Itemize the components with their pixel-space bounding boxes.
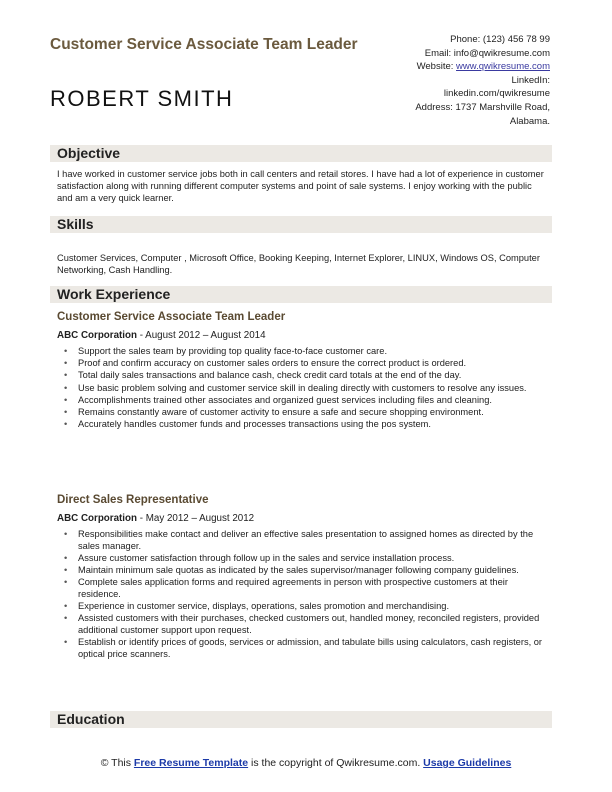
list-item: • Assure customer satisfaction through follow up in the sales and service installation process. [64, 553, 544, 565]
objective-text: I have worked in customer service jobs both in call centers and retail stores. I have had a lot of experience in customer satisfaction along with running different computer systems and point of sale systems. I enjoy working with the public and am a very quick learner. [57, 169, 544, 203]
contact-email: Email: info@qwikresume.com [424, 47, 550, 59]
list-item: • Remains constantly aware of customer activity to ensure a safe and secure shopping environment. [64, 407, 544, 419]
usage-guidelines-link[interactable]: Usage Guidelines [423, 757, 512, 769]
contact-linkedin-value: linkedin.com/qwikresume [443, 88, 550, 100]
job-1-role: Customer Service Associate Team Leader [57, 311, 286, 323]
job-1-duties [64, 346, 544, 431]
skills-heading: Skills [57, 216, 94, 232]
work-experience-heading: Work Experience [57, 286, 171, 302]
list-item: • Experience in customer service, displays, operations, sales promotion and merchandising. [64, 601, 544, 613]
list-item: • Responsibilities make contact and deliver an effective sales presentation to assigned homes as directed by the sales manager. [64, 529, 544, 552]
job-2-duties [64, 529, 544, 661]
contact-website [310, 60, 550, 74]
list-item: • Proof and confirm accuracy on customer sales orders to ensure the correct product is ordered. [64, 358, 544, 370]
job-1-company: ABC Corporation [57, 330, 138, 341]
list-item: • Support the sales team by providing top quality face-to-face customer care. [64, 346, 544, 358]
skills-section-header [50, 216, 552, 233]
education-heading: Education [57, 711, 125, 727]
website-link[interactable]: www.qwikresume.com [456, 61, 550, 73]
free-resume-template-link[interactable]: Free Resume Template [133, 757, 249, 769]
contact-address-line1: Address: 1737 Marshville Road, [415, 101, 550, 113]
list-item: • Accurately handles customer funds and processes transactions using the pos system. [64, 419, 544, 431]
objective-heading: Objective [57, 145, 121, 161]
list-item: • Complete sales application forms and required agreements in person with prospective customers at their residence. [64, 577, 544, 600]
list-item: • Use basic problem solving and customer service skill in dealing directly with customers to resolve any issues. [64, 383, 544, 395]
contact-phone: Phone: (123) 456 78 99 [450, 34, 550, 45]
resume-job-title: Customer Service Associate Team Leader [50, 36, 358, 53]
job-2-dates: - May 2012 – August 2012 [137, 513, 255, 524]
skills-text: Customer Services, Computer , Microsoft Office, Booking Keeping, Internet Explorer, LINUX, Windows OS, Computer Networking, Cash Handling. [57, 253, 540, 275]
copyright-footer [50, 757, 562, 770]
list-item: • Accomplishments trained other associates and organized guest services including files and cleaning. [64, 395, 544, 407]
contact-block [310, 33, 550, 128]
candidate-name: ROBERT SMITH [50, 86, 234, 111]
contact-linkedin-label: LinkedIn: [511, 74, 550, 86]
footer-middle: is the copyright of Qwikresume.com. [248, 757, 424, 769]
job-1-company-line [57, 330, 266, 341]
job-2-company-line [57, 513, 254, 524]
education-section-header [50, 711, 552, 728]
job-2-company: ABC Corporation [57, 513, 138, 524]
footer-prefix: © This [100, 757, 134, 769]
job-2-role: Direct Sales Representative [57, 494, 209, 506]
website-label: Website: [416, 61, 457, 73]
work-experience-section-header [50, 286, 552, 303]
list-item: • Maintain minimum sale quotas as indicated by the sales supervisor/manager following company guidelines. [64, 565, 544, 577]
objective-section-header [50, 145, 552, 162]
list-item: • Establish or identify prices of goods, services or admission, and tabulate bills using calculators, cash registers, or optical price scanners. [64, 637, 544, 660]
list-item: • Total daily sales transactions and balance cash, check credit card totals at the end of the day. [64, 370, 544, 382]
contact-address-line2: Alabama. [509, 115, 550, 127]
list-item: • Assisted customers with their purchases, checked customers out, handled money, reconciled registers, provided additional customer support upon request. [64, 613, 544, 636]
job-1-dates: - August 2012 – August 2014 [137, 330, 266, 341]
